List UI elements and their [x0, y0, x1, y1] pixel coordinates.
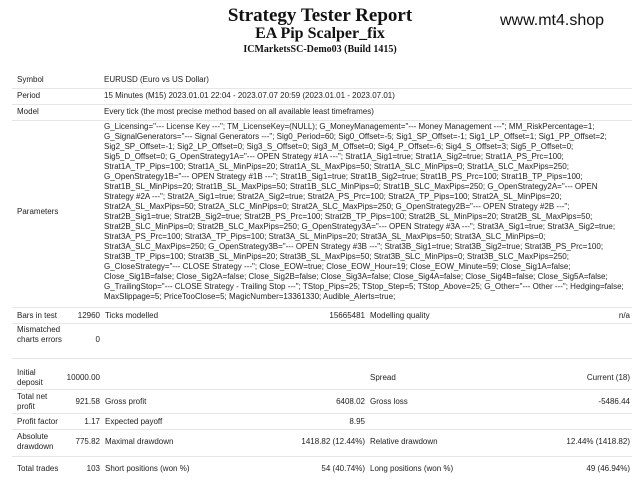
parameters-value: G_Licensing="--- License Key ---"; TM_LicenseKey=(NULL); G_MoneyManagement="--- Money Management ---"; MM_RiskPercentage=1; G_SignalGenerators="--- Signal Generators ---"; Sig0_Period=60; Sig0_Offset=-5; Sig1_SP_Offset=-1; Sig1_LP_Offset=1; Sig1_PP_Offset=2; Sig2_SP_Offset=-1; Sig2_LP_Offset=0; Sig3_S_Offset=0; Sig3_M_Offset=0; Sig4_P_Offset=-6; Sig4_S_Offset=3; Sig5_P_Offset=0; Sig5_D_Offset=0; G_OpenStrategy1A="--- OPEN Strategy #1A ---"; Strat1A_Sig1=true; Strat1A_Sig2=true; Strat1A_PS_Prc=100; Strat1A_TP_Pips=100; Strat1A_SL_MinPips=20; Strat1A_SL_MaxPips=50; Strat1A_SLC_MinPips=0; Strat1A_SLC_MaxPips=250; G_OpenStrategy1B="--- OPEN Strategy #1B ---"; Strat1B_Sig1=true; Strat1B_Sig2=true; Strat1B_PS_Prc=100; Strat1B_TP_Pips=100; Strat1B_SL_MinPips=20; Strat1B_SL_MaxPips=50; Strat1B_SLC_MinPips=0; Strat1B_SLC_MaxPips=250; G_OpenStrategy2A="--- OPEN Strategy #2A ---"; Strat2A_Sig1=true; Strat2A_Sig2=true; Strat2A_PS_Prc=100; Strat2A_TP_Pips=100; Strat2A_SL_MinPips=20; Strat2A_SL_MaxPips=50; Strat2A_SLC_MinPips=0; Strat2A_SLC_MaxPips=250; G_OpenStrategy2B="--- OPEN Strategy #2B ---"; Strat2B_Sig1=true; Strat2B_Sig2=true; Strat2B_PS_Prc=100; Strat2B_TP_Pips=100; Strat2B_SL_MinPips=20; Strat2B_SL_MaxPips=50; Strat2B_SLC_MinPips=0; Strat2B_SLC_MaxPips=250; G_OpenStrategy3A="--- OPEN Strategy #3A ---"; Strat3A_Sig1=true; Strat3A_Sig2=true; Strat3A_PS_Prc=100; Strat3A_TP_Pips=100; Strat3A_SL_MinPips=20; Strat3A_SL_MaxPips=50; Strat3A_SLC_MinPips=0; Strat3A_SLC_MaxPips=250; G_OpenStrategy3B="--- OPEN Strategy #3B ---"; Strat3B_Sig1=true; Strat3B_Sig2=true; Strat3B_PS_Prc=100; Strat3B_TP_Pips=100; Strat3B_SL_MinPips=20; Strat3B_SL_MaxPips=50; Strat3B_SLC_MinPips=0; Strat3B_SLC_MaxPips=250; G_CloseStrategy="--- CLOSE Strategy ---"; Close_EOW=true; Close_EOW_Hour=19; Close_EOW_Minute=59; Close_Sig1A=false; Close_Sig1B=false; Close_Sig2A=false; Close_Sig2B=false; Close_Sig3A=false; Close_Sig4A=false; Close_Sig4B=false; Close_Sig5A=false; G_TrailingStop="--- CLOSE Strategy - Trailing Stop ---"; TStop_Pips=25; TStop_Step=5; TStop_Above=25; G_Other="--- Other ---"; Hedging=false; MaxSlippage=5; PriceTooClose=5; MagicNumber=13361330; Audible_Alerts=true;: [104, 122, 624, 301]
short-positions-value: 54 (40.74%): [321, 464, 365, 473]
mismatch-value: 0: [95, 335, 100, 344]
expected-payoff-value: 8.95: [349, 417, 365, 426]
model-value: Every tick (the most precise method based on all available least timeframes): [104, 107, 374, 116]
ea-name: EA Pip Scalper_fix: [255, 25, 385, 42]
maximal-drawdown-value: 1418.82 (12.44%): [301, 437, 365, 446]
server-build: ICMarketsSC-Demo03 (Build 1415): [243, 44, 397, 55]
row-divider: [12, 120, 632, 121]
row-divider: [12, 413, 632, 414]
report-title: Strategy Tester Report: [227, 5, 413, 26]
period-label: Period: [17, 91, 41, 100]
row-divider: [12, 88, 632, 89]
deposit-value: 10000.00: [66, 373, 100, 382]
ticks-label: Ticks modelled: [105, 311, 159, 320]
model-label: Model: [17, 107, 39, 116]
row-divider: [12, 456, 632, 457]
net-profit-label: Total net profit: [17, 392, 48, 411]
quality-label: Modelling quality: [370, 311, 430, 320]
profit-factor-value: 1.17: [84, 417, 100, 426]
row-divider: [12, 389, 632, 390]
spread-value: Current (18): [586, 373, 630, 382]
row-divider: [12, 358, 632, 359]
parameters-label: Parameters: [17, 207, 59, 216]
relative-drawdown-label: Relative drawdown: [370, 437, 438, 446]
spread-label: Spread: [370, 373, 396, 382]
bars-label: Bars in test: [17, 311, 58, 320]
symbol-value: EURUSD (Euro vs US Dollar): [104, 75, 209, 84]
absolute-drawdown-value: 775.82: [75, 437, 100, 446]
watermark-text: www.mt4.shop: [500, 12, 605, 29]
maximal-drawdown-label: Maximal drawdown: [105, 437, 174, 446]
profit-factor-label: Profit factor: [17, 417, 58, 426]
long-positions-value: 49 (46.94%): [586, 464, 630, 473]
long-positions-label: Long positions (won %): [370, 464, 454, 473]
row-divider: [12, 323, 632, 324]
total-trades-label: Total trades: [17, 464, 59, 473]
gross-loss-label: Gross loss: [370, 397, 408, 406]
symbol-label: Symbol: [17, 75, 44, 84]
deposit-label: Initial deposit: [17, 368, 43, 387]
relative-drawdown-value: 12.44% (1418.82): [566, 437, 630, 446]
gross-loss-value: -5486.44: [598, 397, 630, 406]
absolute-drawdown-label: Absolute drawdown: [17, 432, 54, 451]
net-profit-value: 921.58: [75, 397, 100, 406]
short-positions-label: Short positions (won %): [105, 464, 190, 473]
gross-profit-label: Gross profit: [105, 397, 147, 406]
mismatch-label: Mismatched charts errors: [17, 325, 62, 344]
row-divider: [12, 104, 632, 105]
expected-payoff-label: Expected payoff: [105, 417, 163, 426]
gross-profit-value: 6408.02: [336, 397, 365, 406]
row-divider: [12, 307, 632, 308]
total-trades-value: 103: [86, 464, 100, 473]
ticks-value: 15665481: [329, 311, 365, 320]
row-divider: [12, 429, 632, 430]
period-value: 15 Minutes (M15) 2023.01.01 22:04 - 2023.07.07 20:59 (2023.01.01 - 2023.07.01): [104, 91, 395, 100]
quality-value: n/a: [618, 311, 630, 320]
bars-value: 12960: [77, 311, 100, 320]
